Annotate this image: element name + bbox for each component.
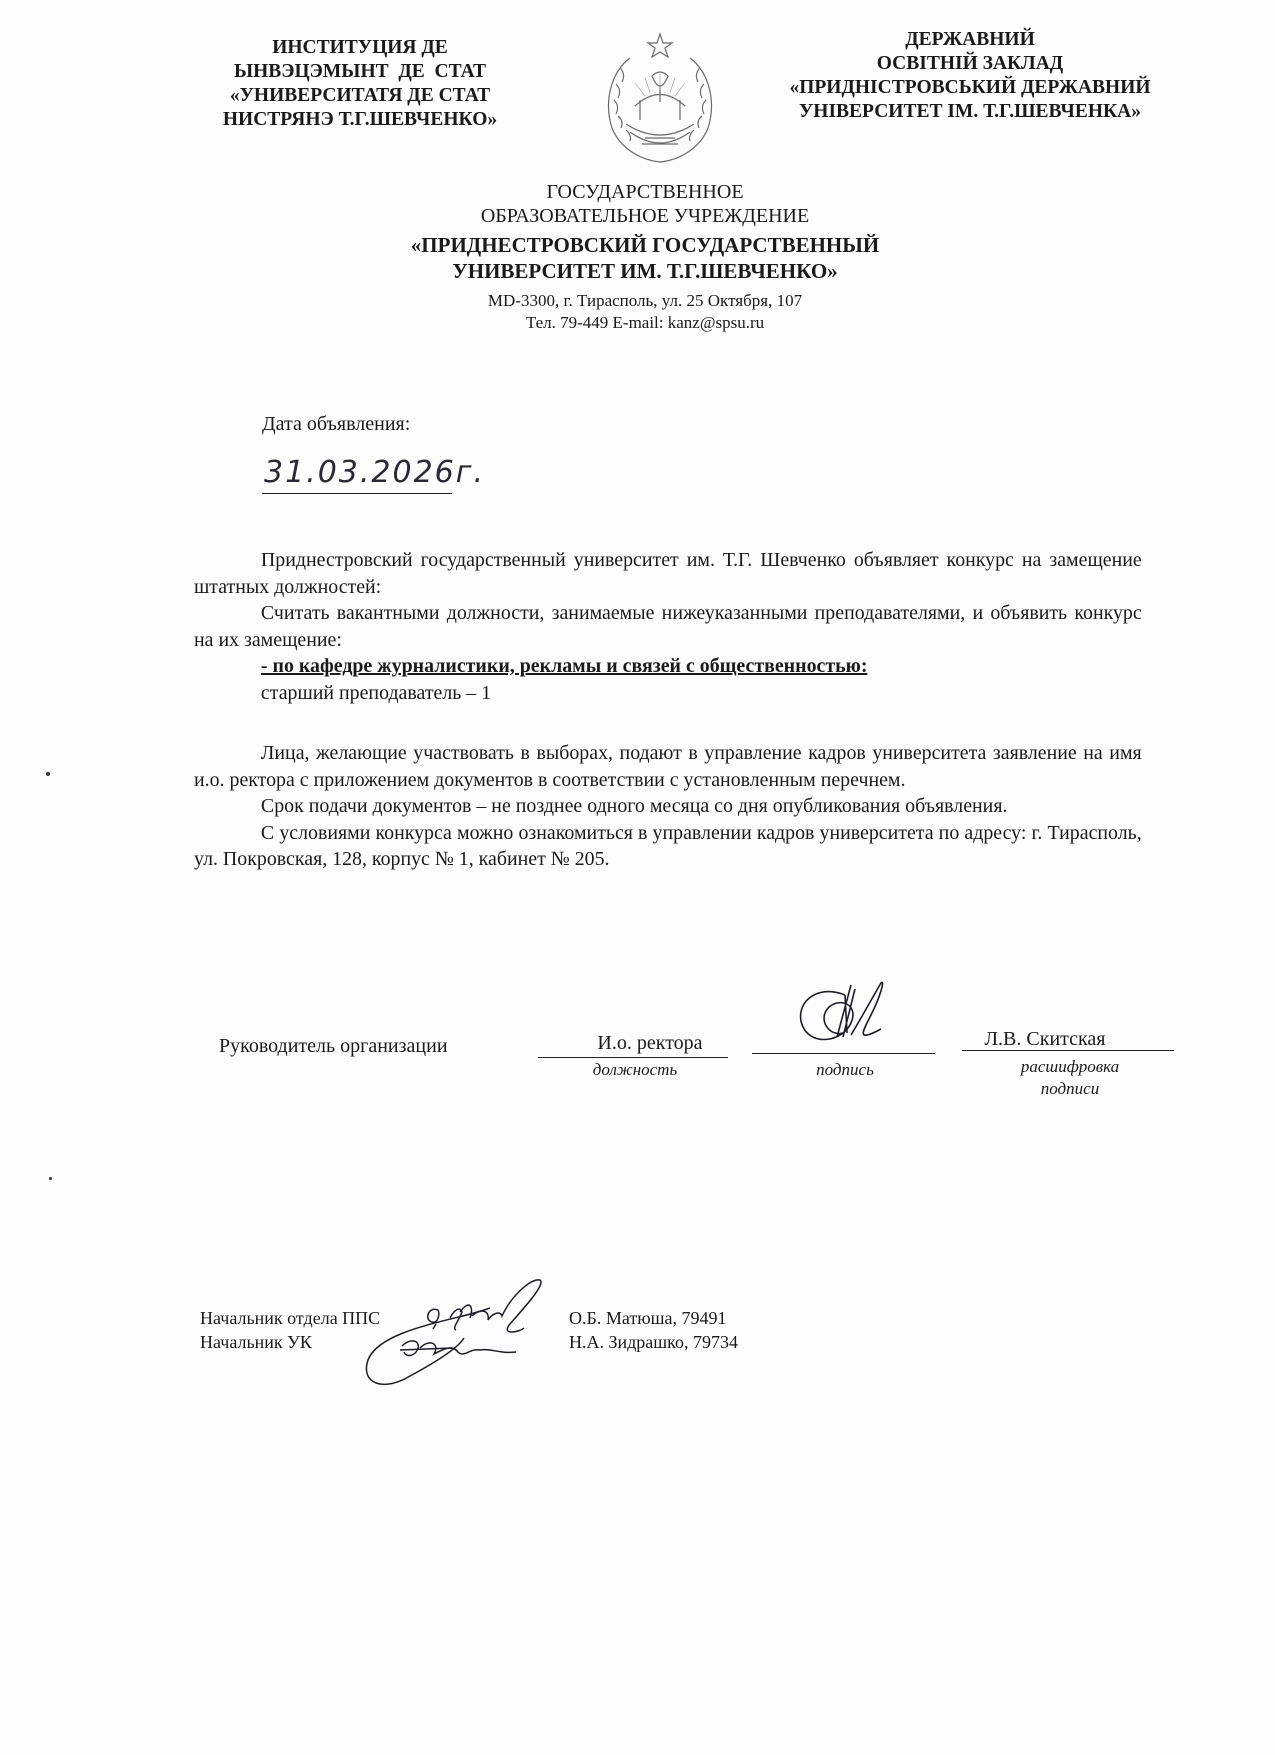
position-caption: должность xyxy=(592,1060,678,1079)
handwritten-date: 31.03.2026г. xyxy=(264,455,486,490)
institution-address: MD-3300, г. Тирасполь, ул. 25 Октября, 107 xyxy=(487,291,803,310)
scan-speck xyxy=(46,772,50,776)
scan-speck xyxy=(49,1177,52,1180)
announcement-body xyxy=(194,547,1142,706)
approval-contacts xyxy=(569,1306,738,1354)
signature-caption: подпись xyxy=(816,1060,874,1079)
header-right-line: УНІВЕРСИТЕТ ІМ. Т.Г.ШЕВЧЕНКА» xyxy=(798,101,1142,122)
signature-position-value: И.о. ректора xyxy=(597,1032,703,1054)
signature-line xyxy=(752,1053,935,1054)
paragraph-announcement: Приднестровский государственный университет им. Т.Г. Шевченко объявляет конкурс на замещение штатных должностей: xyxy=(194,549,1142,598)
institution-type-line2: ОБРАЗОВАТЕЛЬНОЕ УЧРЕЖДЕНИЕ xyxy=(480,205,810,227)
institution-name-line2: УНИВЕРСИТЕТ ИМ. Т.Г.ШЕВЧЕНКО» xyxy=(452,259,838,283)
institution-name-line1: «ПРИДНЕСТРОВСКИЙ ГОСУДАРСТВЕННЫЙ xyxy=(410,233,880,257)
position-count: старший преподаватель – 1 xyxy=(260,681,492,704)
header-right-line: ОСВІТНІЙ ЗАКЛАД xyxy=(876,53,1064,74)
department-heading: - по кафедре журналистики, рекламы и связей с общественностью: xyxy=(260,655,868,677)
approval-signatures-icon xyxy=(340,1268,570,1398)
application-details xyxy=(194,740,1142,873)
header-right-line: ДЕРЖАВНИЙ xyxy=(905,29,1035,50)
approval-contact-uk: Н.А. Зидрашко, 79734 xyxy=(569,1332,738,1352)
rector-signature-icon xyxy=(785,975,895,1060)
date-underline xyxy=(262,493,452,494)
approval-contact-pps: О.Б. Матюша, 79491 xyxy=(569,1308,727,1328)
date-label: Дата объявления: xyxy=(262,413,411,435)
name-caption-line1: расшифровка xyxy=(1020,1057,1120,1076)
coat-of-arms-icon xyxy=(590,28,730,173)
header-left-line: ИНСТИТУЦИЯ ДЕ xyxy=(272,37,448,58)
signatory-name: Л.В. Скитская xyxy=(984,1028,1106,1050)
header-left-line: НИСТРЯНЭ Т.Г.ШЕВЧЕНКО» xyxy=(222,109,498,130)
paragraph-application: Лица, желающие участвовать в выборах, подают в управление кадров университета заявление на имя и.о. ректора с приложением документов в соответствии с установленным перечнем. xyxy=(194,742,1142,791)
name-caption xyxy=(990,1056,1150,1100)
name-line xyxy=(962,1050,1174,1051)
paragraph-vacancies: Считать вакантными должности, занимаемые нижеуказанными преподавателями, и объявить конкурс на их замещение: xyxy=(194,602,1142,651)
approval-title-uk: Начальник УК xyxy=(200,1332,312,1352)
institution-type-line1: ГОСУДАРСТВЕННОЕ xyxy=(546,181,744,203)
header-left-moldavian xyxy=(190,36,530,132)
paragraph-conditions: С условиями конкурса можно ознакомиться в управлении кадров университета по адресу: г. Тирасполь, ул. Покровская, 128, корпус № 1, кабинет № 205. xyxy=(194,821,1142,870)
header-right-line: «ПРИДНІСТРОВСЬКИЙ ДЕРЖАВНИЙ xyxy=(789,77,1151,98)
approval-title-pps: Начальник отдела ППС xyxy=(200,1308,381,1328)
institution-block xyxy=(340,180,950,334)
signature-role-label: Руководитель организации xyxy=(219,1035,448,1057)
institution-contacts: Тел. 79-449 E-mail: kanz@spsu.ru xyxy=(525,313,765,332)
header-left-line: ЫНВЭЦЭМЫНТ ДЕ СТАТ xyxy=(233,61,487,82)
header-right-ukrainian xyxy=(770,28,1170,124)
position-line xyxy=(538,1057,728,1058)
header-left-line: «УНИВЕРСИТАТЯ ДЕ СТАТ xyxy=(229,85,491,106)
paragraph-deadline: Срок подачи документов – не позднее одного месяца со дня опубликования объявления. xyxy=(260,795,1008,817)
name-caption-line2: подписи xyxy=(1040,1079,1100,1098)
